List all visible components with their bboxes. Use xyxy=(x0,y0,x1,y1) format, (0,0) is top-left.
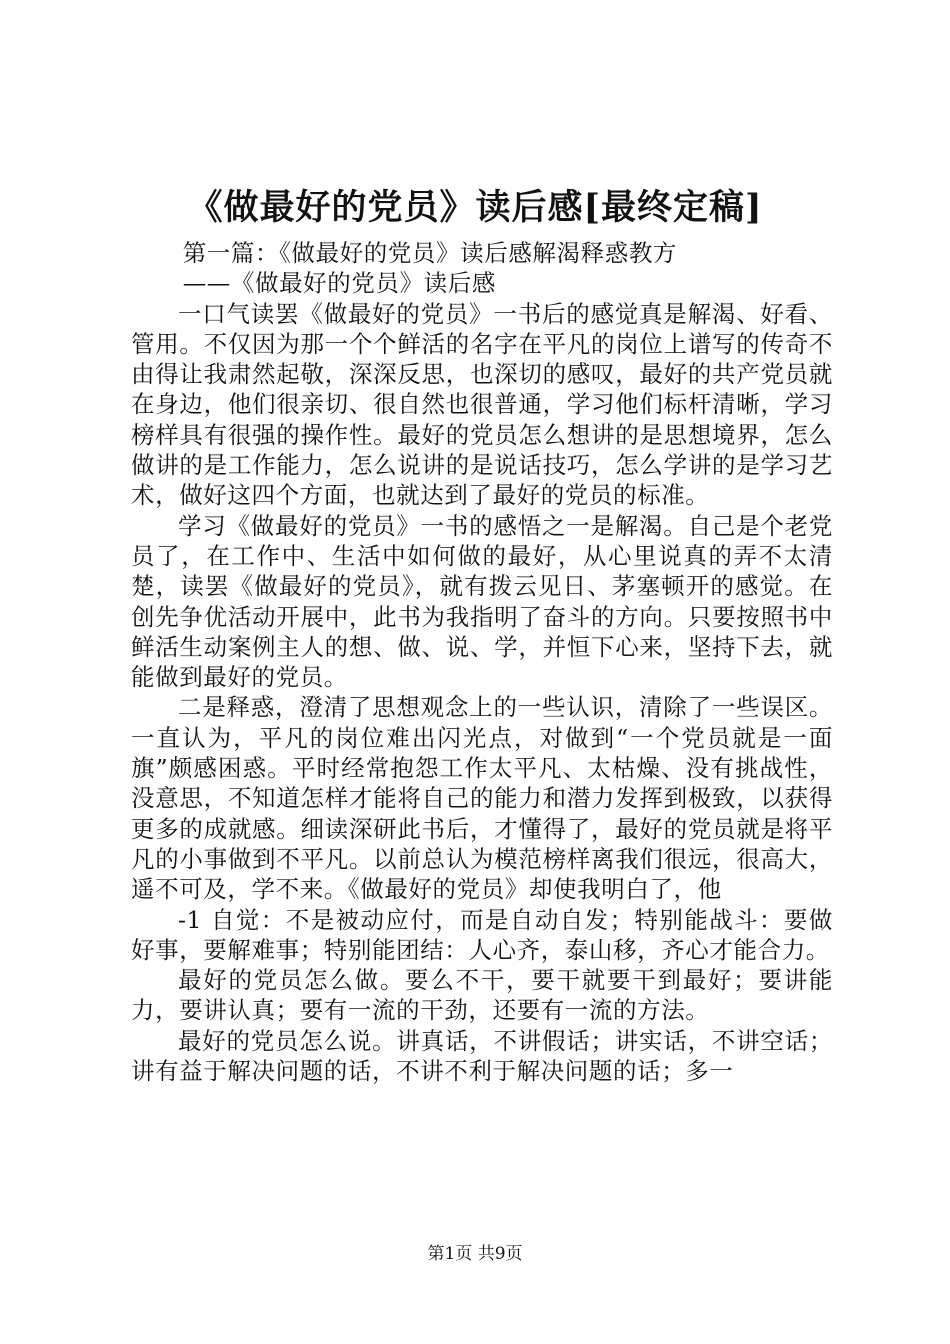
page-number-footer: 第1页 共9页 xyxy=(427,1244,523,1264)
document-body xyxy=(131,238,833,1086)
section-subheading: ——《做最好的党员》读后感 xyxy=(182,269,496,298)
paragraph: 二是释惑，澄清了思想观念上的一些认识，清除了一些误区。一直认为，平凡的岗位难出闪光点，对做到“一个党员就是一面旗”颇感困惑。平时经常抱怨工作太平凡、太枯燥、没有挑战性，没意思，不知道怎样才能将自己的能力和潜力发挥到极致，以获得更多的成就感。细读深研此书后，才懂得了，最好的党员就是将平凡的小事做到不平凡。以前总认为模范榜样离我们很远，很高大，遥不可及，学不来。《做最好的党员》却使我明白了，他 xyxy=(131,693,833,904)
paragraph: 一口气读罢《做最好的党员》一书后的感觉真是解渴、好看、管用。不仅因为那一个个鲜活的名字在平凡的岗位上谱写的传奇不由得让我肃然起敬，深深反思，也深切的感叹，最好的共产党员就在身边，他们很亲切、很自然也很普通，学习他们标杆清晰，学习榜样具有很强的操作性。最好的党员怎么想讲的是思想境界，怎么做讲的是工作能力，怎么说讲的是说话技巧，怎么学讲的是学习艺术，做好这四个方面，也就达到了最好的党员的标准。 xyxy=(131,299,833,510)
document-title: 《做最好的党员》读后感[最终定稿] xyxy=(187,187,763,228)
paragraph: -1 自觉：不是被动应付，而是自动自发；特别能战斗：要做好事，要解难事；特别能团结：人心齐，泰山移，齐心才能合力。 xyxy=(131,905,833,964)
section-heading: 第一篇：《做最好的党员》读后感解渴释惑教方 xyxy=(182,239,678,267)
paragraph: 学习《做最好的党员》一书的感悟之一是解渴。自己是个老党员了，在工作中、生活中如何做的最好，从心里说真的弄不太清楚，读罢《做最好的党员》，就有拨云见日、茅塞顿开的感觉。在创先争优活动开展中，此书为我指明了奋斗的方向。只要按照书中鲜活生动案例主人的想、做、说、学，并恒下心来，坚持下去，就能做到最好的党员。 xyxy=(131,511,833,692)
paragraph: 最好的党员怎么说。讲真话，不讲假话；讲实话，不讲空话；讲有益于解决问题的话，不讲不利于解决问题的话；多一 xyxy=(131,1026,833,1086)
paragraph: 最好的党员怎么做。要么不干，要干就要干到最好；要讲能力，要讲认真；要有一流的干劲，还要有一流的方法。 xyxy=(131,966,833,1025)
